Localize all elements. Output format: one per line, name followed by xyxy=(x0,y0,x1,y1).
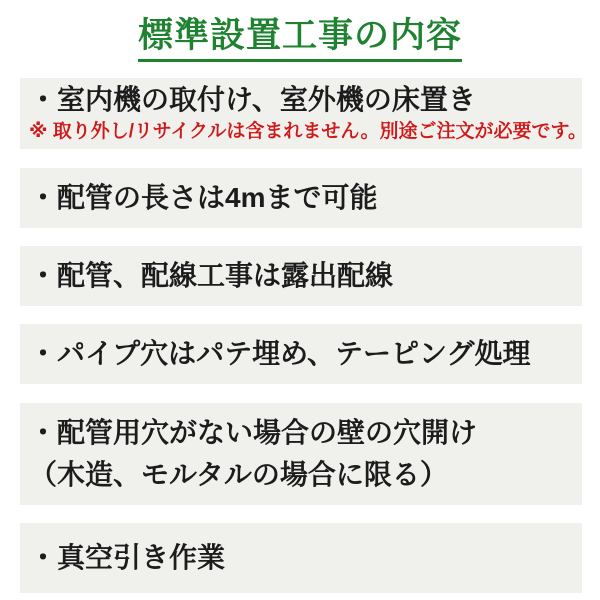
item-text: ・真空引き作業 xyxy=(29,542,226,573)
title-bar xyxy=(0,17,600,62)
list-item-vacuum-work xyxy=(20,523,582,593)
list-item-pipe-hole-putty xyxy=(20,324,582,384)
item-note: ※ 取り外し/リサイクルは含まれません。別途ご注文が必要です。 xyxy=(29,120,587,142)
list-item-wall-hole-drilling xyxy=(20,403,582,505)
item-text: ・配管用穴がない場合の壁の穴開け xyxy=(29,417,478,448)
item-text: ・配管の長さは4mまで可能 xyxy=(29,182,378,213)
item-text: ・パイプ穴はパテ埋め、テーピング処理 xyxy=(29,338,531,369)
list-item-pipe-length xyxy=(20,168,582,228)
list-item-exposed-wiring xyxy=(20,246,582,306)
page-title: 標準設置工事の内容 xyxy=(138,17,462,62)
item-text-line2: （木造、モルタルの場合に限る） xyxy=(29,459,448,490)
list-item-indoor-unit xyxy=(20,78,587,149)
item-text: ・室内機の取付け、室外機の床置き xyxy=(29,84,476,116)
item-text: ・配管、配線工事は露出配線 xyxy=(29,260,394,291)
